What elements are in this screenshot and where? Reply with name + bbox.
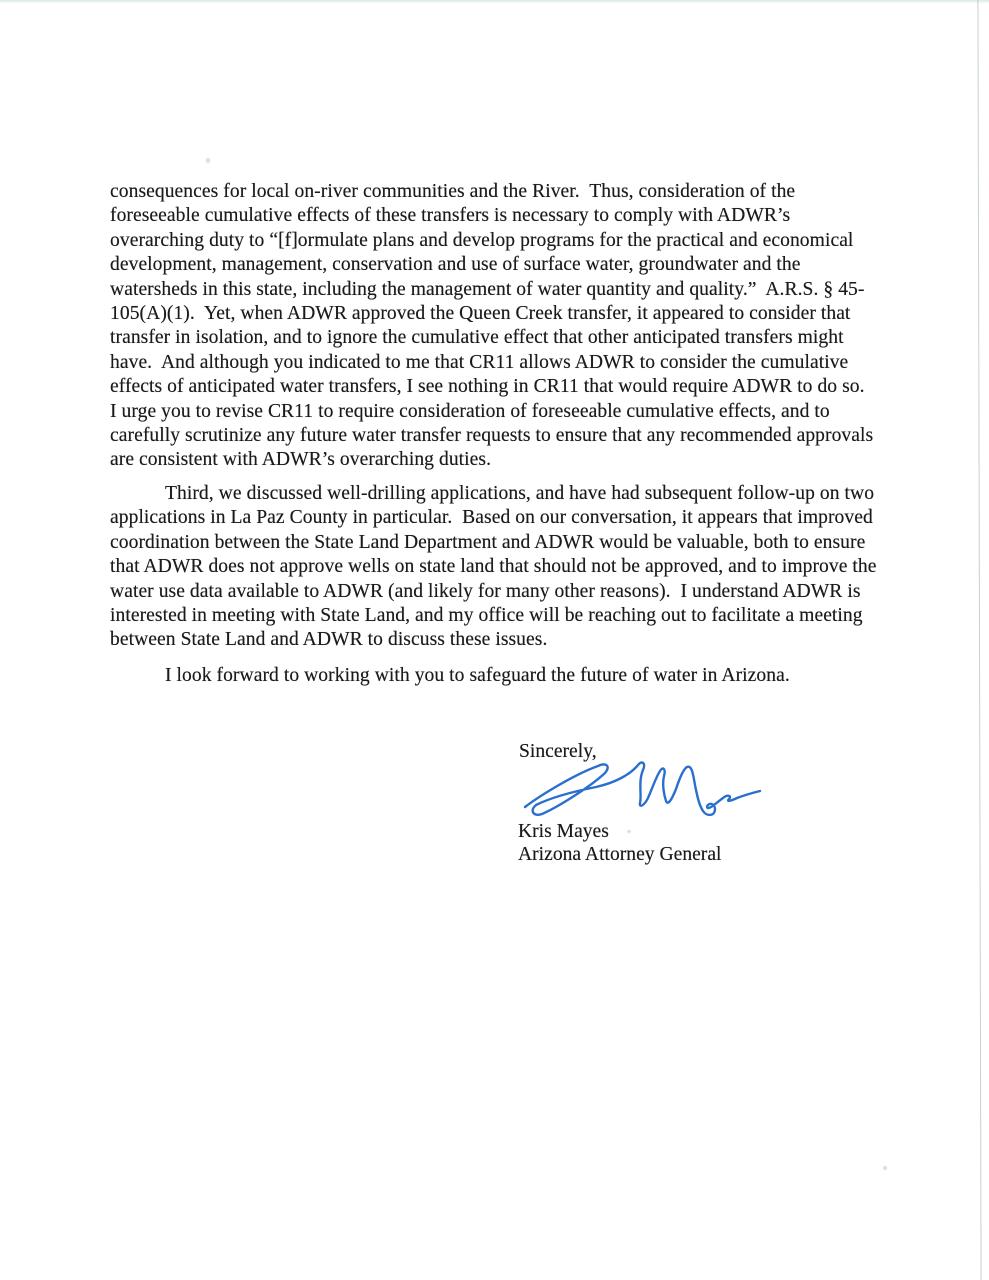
text-line: that ADWR does not approve wells on state land that should not be approved, and to improve the xyxy=(110,556,877,578)
text-line: overarching duty to “[f]ormulate plans and develop programs for the practical and economical xyxy=(110,229,854,251)
body-paragraph-2 xyxy=(110,482,877,653)
text-line: effects of anticipated water transfers, I see nothing in CR11 that would require ADWR to do so. xyxy=(110,376,865,398)
closing-salutation: Sincerely, xyxy=(519,741,597,762)
scan-speck xyxy=(883,1166,887,1170)
text-line: 105(A)(1). Yet, when ADWR approved the Queen Creek transfer, it appeared to consider that xyxy=(110,303,851,325)
signer-title: Arizona Attorney General xyxy=(518,844,722,865)
text-line: water use data available to ADWR (and likely for many other reasons). I understand ADWR is xyxy=(110,580,861,602)
text-line: between State Land and ADWR to discuss these issues. xyxy=(110,629,548,651)
text-line: applications in La Paz County in particular. Based on our conversation, it appears that improved xyxy=(110,507,873,529)
scan-speck xyxy=(206,158,210,163)
signature-ink-stroke xyxy=(525,763,760,815)
text-line: foreseeable cumulative effects of these transfers is necessary to comply with ADWR’s xyxy=(110,205,791,227)
text-line: development, management, conservation and use of surface water, groundwater and the xyxy=(110,254,801,276)
scan-edge-top-artifact xyxy=(0,0,989,4)
text-line: I urge you to revise CR11 to require consideration of foreseeable cumulative effects, and to xyxy=(110,400,830,422)
text-line: consequences for local on-river communities and the River. Thus, consideration of the xyxy=(110,181,796,202)
text-line: have. And although you indicated to me that CR11 allows ADWR to consider the cumulative xyxy=(110,351,849,373)
body-paragraph-3 xyxy=(110,664,790,688)
text-line: carefully scrutinize any future water transfer requests to ensure that any recommended approvals xyxy=(110,425,874,447)
text-line: transfer in isolation, and to ignore the cumulative effect that other anticipated transfers might xyxy=(110,327,844,349)
body-paragraph-1 xyxy=(110,180,873,473)
text-line: I look forward to working with you to safeguard the future of water in Arizona. xyxy=(165,665,790,686)
signer-name: Kris Mayes xyxy=(518,821,609,842)
text-line: are consistent with ADWR’s overarching duties. xyxy=(110,449,492,471)
text-line: interested in meeting with State Land, and my office will be reaching out to facilitate a meeting xyxy=(110,605,863,627)
scan-edge-right-artifact xyxy=(977,0,982,1280)
text-line: watersheds in this state, including the management of water quantity and quality.” A.R.S. § 45- xyxy=(110,278,865,300)
handwritten-signature-icon xyxy=(518,757,763,817)
text-line: coordination between the State Land Department and ADWR would be valuable, both to ensure xyxy=(110,531,866,553)
scan-speck xyxy=(627,830,631,833)
text-line: Third, we discussed well-drilling applications, and have had subsequent follow-up on two xyxy=(165,483,875,504)
